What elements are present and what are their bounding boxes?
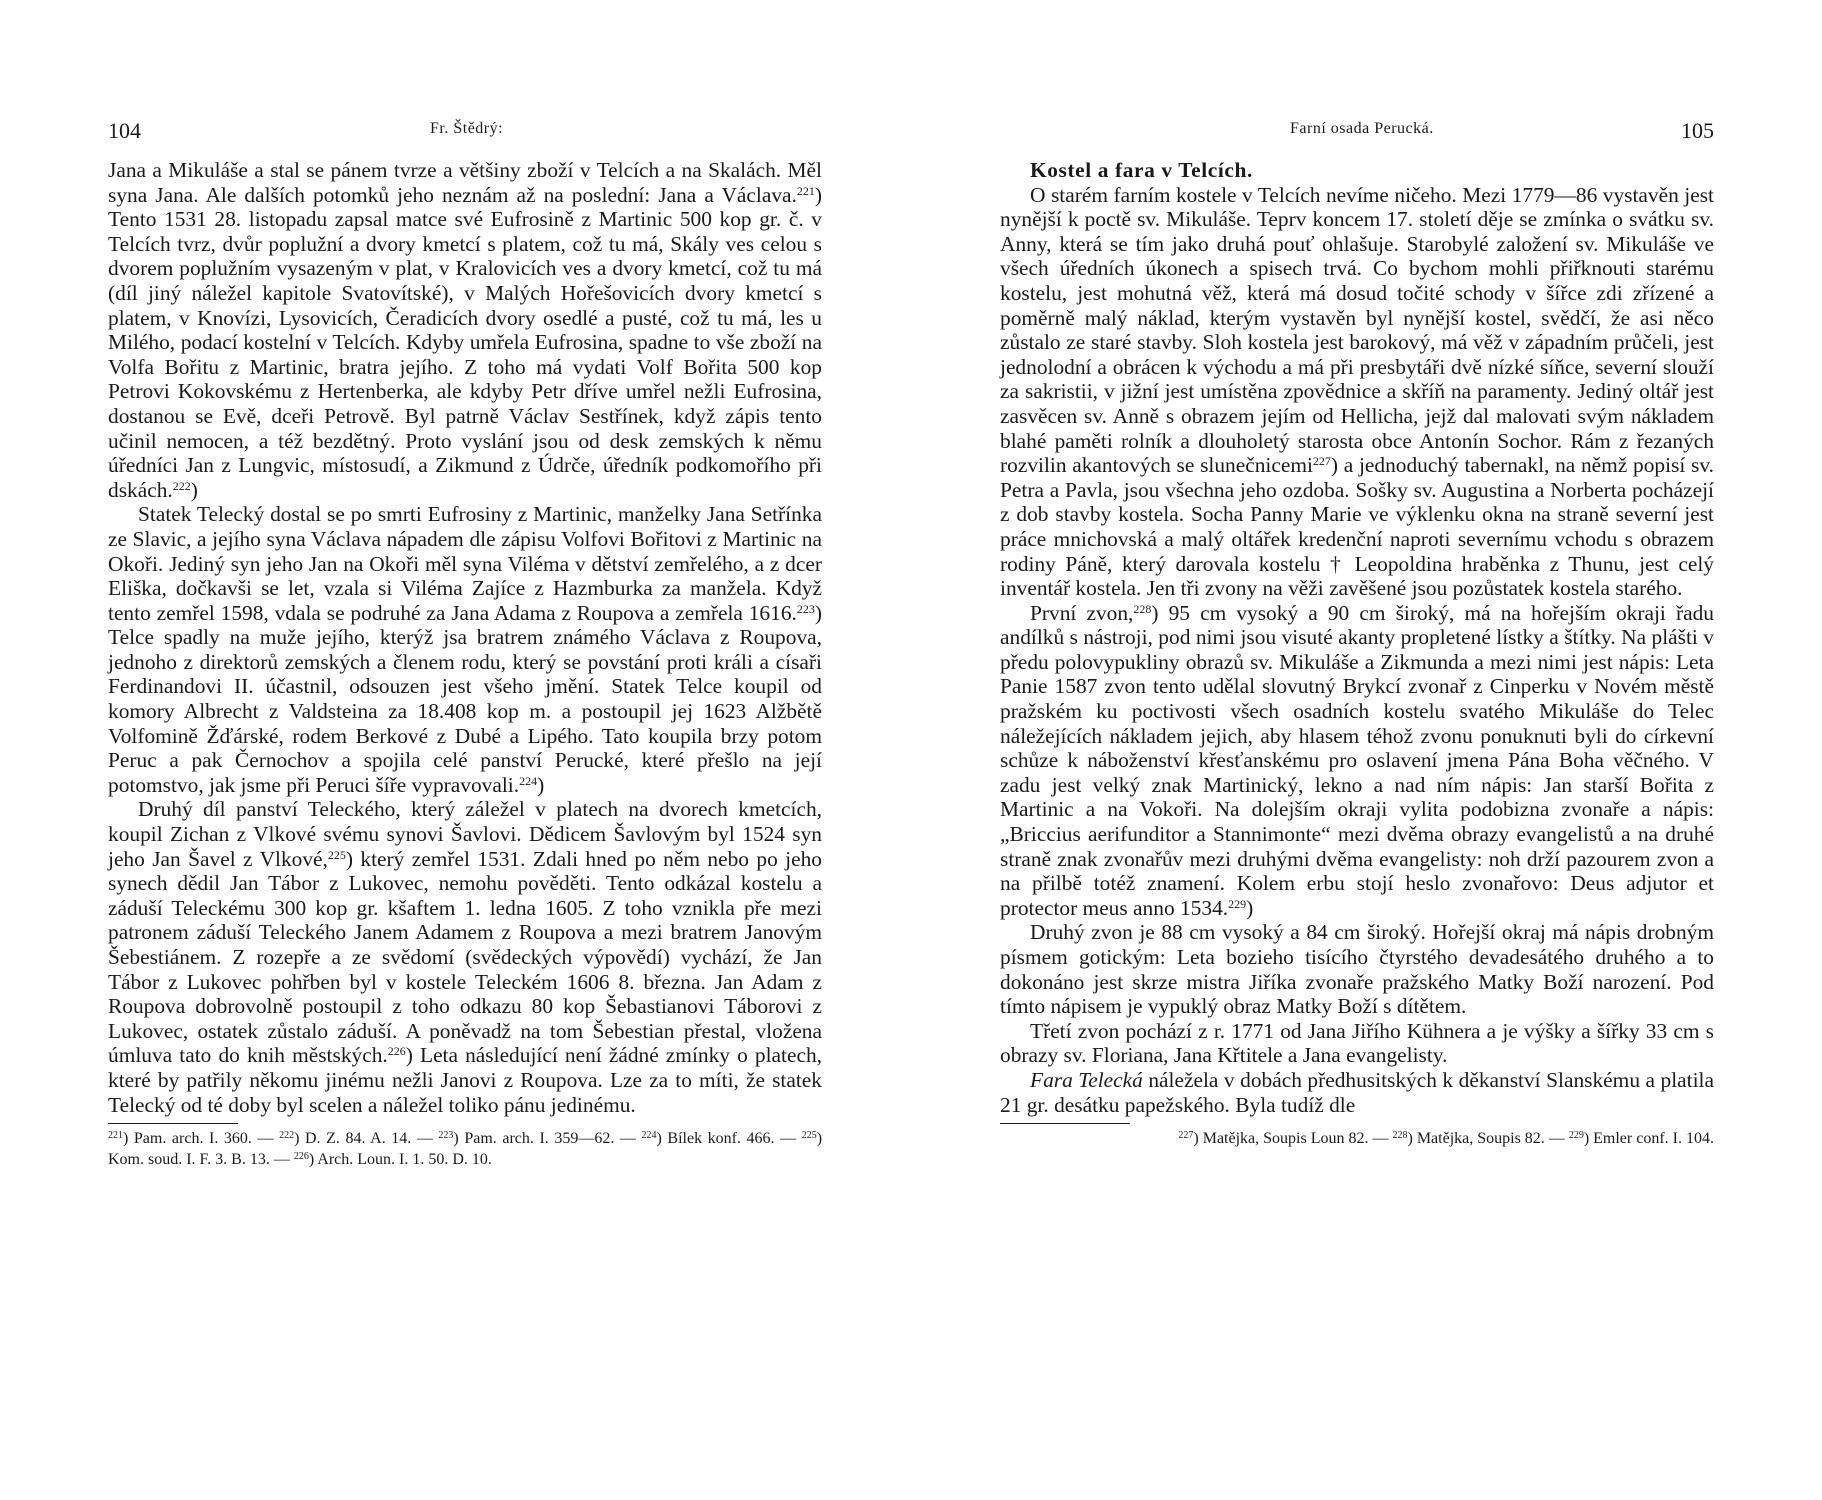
text-run: ) D. Z. 84. A. 14. — — [294, 1130, 439, 1148]
text-run: ) Bílek konf. 466. — — [656, 1130, 802, 1148]
text-run: ) — [537, 772, 545, 797]
text-run: ) — [1246, 895, 1254, 920]
paragraph — [1000, 920, 1714, 1018]
paragraph — [1000, 1068, 1714, 1117]
text-run: ) Telce spadly na muže jejího, kterýž jsa bratrem známého Václava z Roupova, jednoho z direktorů zemských a členem rodu, který se povstání proti králi a císaři Ferdinandovi II. účastnil, odsouzen jest všeho jmění. Statek Telce koupil od komory Albrecht z Valdsteina za 18.408 kop m. a postoupil jej 1623 Alžbětě Volfomině Žďárské, rodem Berkové z Dubé a Lipého. Tato koupila brzy potom Peruc a pak Černochov a spojila celé panství Perucké, které přešlo na její potomstvo, jak jsme při Peruci šíře vypravovali. — [108, 600, 822, 797]
footnote-ref: 228 — [1392, 1130, 1408, 1142]
text-run: První zvon, — [1030, 600, 1134, 625]
text-run: Jana a Mikuláše a stal se pánem tvrze a většiny zboží v Telcích a na Skalách. Měl syna Jana. Ale dalších potomků jeho neznám až na poslední: Jana a Václava. — [108, 158, 822, 207]
text-run: ) Leta následující není žádné zmínky o platech, které by patřily někomu jinému nežli Janovi z Roupova. Lze za to míti, že statek Telecký od té doby byl scelen a náležel toliko pánu jedinému. — [108, 1043, 822, 1117]
left-page — [108, 118, 822, 1170]
right-body-text — [1000, 158, 1714, 1117]
left-running-head — [108, 118, 822, 158]
text-run: ) Pam. arch. I. 360. — — [123, 1130, 280, 1148]
text-run: ) který zemřel 1531. Zdali hned po něm nebo po jeho synech dědil Jan Tábor z Lukovec, nemohu pověděti. Tento odkázal kostelu a záduší Teleckému 300 kop gr. kšaftem 1. ledna 1605. Z toho vznikla pře mezi patronem záduší Teleckého Janem Adamem z Roupova a mezi bratrem Janovým Šebestiánem. Z rozepře a ze svědomí (svědeckých výpovědí) vychází, že Jan Tábor z Lukovec pohřben byl v kostele Teleckém 1606 8. března. Jan Adam z Roupova dobrovolně postoupil z toho odkazu 80 kop Šebastianovi Táborovi z Lukovec, ostatek zůstalo záduší. A poněvadž na tom Šebestian přestal, vložena úmluva tato do knih městských. — [108, 846, 822, 1068]
text-run: ) Emler conf. I. 104. — [1583, 1130, 1714, 1148]
footnote-ref: 221 — [108, 1130, 123, 1142]
right-running-head — [1000, 118, 1714, 158]
left-header-author: Fr. Štědrý: — [430, 120, 504, 137]
page-number-right: 105 — [1681, 118, 1714, 143]
footnote-ref: 227 — [1178, 1130, 1194, 1142]
paragraph — [108, 502, 822, 797]
footnote-ref: 225 — [327, 847, 346, 862]
paragraph — [1000, 183, 1714, 601]
left-footnote-divider — [108, 1123, 238, 1124]
footnote-line — [108, 1128, 822, 1170]
footnote-line — [1000, 1128, 1714, 1149]
text-run: ) — [190, 477, 198, 502]
footnote-ref: 229 — [1228, 896, 1247, 911]
footnote-ref: 223 — [438, 1130, 454, 1142]
right-header-title: Farní osada Perucká. — [1290, 120, 1434, 137]
footnote-ref: 226 — [387, 1044, 406, 1059]
footnote-ref: 222 — [172, 478, 191, 493]
right-page — [1000, 118, 1714, 1149]
paragraph — [1000, 601, 1714, 921]
page-number-left: 104 — [108, 118, 141, 143]
footnote-ref: 226 — [293, 1151, 309, 1163]
footnote-ref: 222 — [279, 1130, 295, 1142]
footnote-ref: 227 — [1312, 454, 1331, 469]
italic-text: Fara Telecká — [1030, 1067, 1143, 1092]
text-run: ) Arch. Loun. I. 1. 50. D. 10. — [308, 1151, 492, 1169]
footnote-ref: 221 — [796, 183, 815, 198]
text-run: Třetí zvon pochází z r. 1771 od Jana Jiřího Kühnera a je výšky a šířky 33 cm s obrazy sv. Floriana, Jana Křtitele a Jana evangelisty. — [1000, 1018, 1714, 1068]
footnote-ref: 223 — [796, 601, 815, 616]
text-run: ) 95 cm vysoký a 90 cm široký, má na hořejším okraji řadu andílků s nástroji, pod nimi jsou visuté akanty propletené lístky a štítky. Na plášti v předu polovypukliny obrazů sv. Mikuláše a Zikmunda a mezi nimi jest nápis: Leta Panie 1587 zvon tento udělal slovutný Brykcí zvonař z Cinperku v Novém městě pražském ku poctivosti všech osadních kostelu svatého Mikuláše do Telec náležejících nákladem jejich, aby hlasem téhož zvonu ponuknuti byli do církevní schůze k náboženství křesťanskému pro oslavení jmena Pána Boha věčného. V zadu jest velký znak Martinický, lekno a nad ním nápis: Jan starší Bořita z Martinic a na Vokoři. Na dolejším okraji vylita podobizna zvonaře a nápis: „Briccius aerifunditor a Stannimonte“ mezi dvěma obrazy evangelistů a na druhé straně znak zvonařův mezi druhými dvěma evangelisty: noh drží pazourem zvon a na přilbě totéž znamení. Kolem erbu stojí heslo zvonařovo: Deus adjutor et protector meus anno 1534. — [1000, 600, 1714, 920]
section-heading: Kostel a fara v Telcích. — [1030, 158, 1253, 182]
text-run: ) Pam. arch. I. 359—62. — — [453, 1130, 642, 1148]
text-run: náležela v dobách předhusitských k děkanství Slanskému a platila 21 gr. desátku papežského. Byla tudíž dle — [1000, 1067, 1714, 1117]
footnote-ref: 225 — [801, 1130, 817, 1142]
text-run: Druhý díl panství Teleckého, který záležel v platech na dvorech kmetcích, koupil Zichan z Vlkové svému synovi Šavlovi. Dědicem Šavlovým byl 1524 syn jeho Jan Šavel z Vlkové, — [108, 797, 822, 871]
text-run: ) Matějka, Soupis Loun 82. — — [1193, 1130, 1393, 1148]
footnote-ref: 229 — [1568, 1130, 1584, 1142]
footnote-ref: 228 — [1133, 601, 1152, 616]
text-run: ) Kom. soud. I. F. 3. B. 13. — — [108, 1130, 823, 1169]
text-run: Statek Telecký dostal se po smrti Eufrosiny z Martinic, manželky Jana Setřínka ze Slavic, a jejího syna Václava nápadem dle zápisu Volfovi Bořitovi z Martinic na Okoři. Jediný syn jeho Jan na Okoři měl syna Viléma v dětství zemřelého, a z dcer Eliška, dočkavši se let, vzala si Viléma Zajíce z Hazmburka za manžela. Když tento zemřel 1598, vdala se podruhé za Jana Adama z Roupova a zemřela 1616. — [108, 502, 822, 625]
left-footnotes — [108, 1128, 822, 1170]
paragraph — [108, 797, 822, 1117]
paragraph — [108, 158, 822, 502]
text-run: ) Matějka, Soupis 82. — — [1407, 1130, 1569, 1148]
right-footnotes — [1000, 1128, 1714, 1149]
footnote-ref: 224 — [519, 773, 538, 788]
right-footnote-divider — [1000, 1123, 1130, 1124]
text-run: ) Tento 1531 28. listopadu zapsal matce své Eufrosině z Martinic 500 kop gr. č. v Telcích tvrz, dvůr poplužní a dvory kmetcí s platem, což tu má, Skály ves celou s dvorem poplužním vysazeným v plat, v Kralovicích ves a dvory kmetcí, což tu má (díl jiný náležel kapitole Svatovítské), v Malých Hořešovicích dvory kmetcí s platem, v Knovízi, Lysovicích, Čeradicích dvory osedlé a pusté, což tu má, les u Milého, podací kostelní v Telcích. Kdyby umřela Eufrosina, spadne to vše zboží na Volfa Bořitu z Martinic, bratra jejího. Z toho má vydati Volf Bořita 500 kop Petrovi Kokovskému z Hertenberka, ale kdyby Petr dříve umřel nežli Eufrosina, dostanou se Evě, dceři Petrově. Byl patrně Václav Sestřínek, když zápis tento učinil nemocen, a též bezdětný. Proto vyslání jsou od desk zemských k němu úředníci Jan z Lungvic, místosudí, a Zikmund z Údrče, úředník podkomořího při dskách. — [108, 182, 822, 502]
text-run: O starém farním kostele v Telcích nevíme ničeho. Mezi 1779—86 vystavěn jest nynější k poctě sv. Mikuláše. Teprv koncem 17. století děje se zmínka o svátku sv. Anny, která se tím jako druhá pouť ohlašuje. Starobylé založení sv. Mikuláše ve všech úředních úkonech a spisech trvá. Co bychom mohli přiřknouti starému kostelu, jest mohutná věž, která má dosud točité schody v šířce zdi zřízené a poměrně malý náklad, kterým vystavěn byl nynější kostel, svědčí, že asi něco zůstalo ze staré stavby. Sloh kostela jest barokový, má věž v západním průčeli, jest jednolodní a obrácen k východu a má při presbytáři dvě nízké síňce, severní slouží za sakristii, v jižní jest umístěna zpovědnice a skříň na paramenty. Jediný oltář jest zasvěcen sv. Anně s obrazem jejím od Hellicha, jejž dal malovati svým nákladem blahé paměti rolník a dlouholetý starosta obce Antonín Sochor. Rám z řezaných rozvilin akantových se slunečnicemi — [1000, 182, 1714, 478]
paragraph — [1000, 1019, 1714, 1068]
text-run: ) a jednoduchý tabernakl, na němž popisí sv. Petra a Pavla, jsou všechna jeho ozdoba. Sošky sv. Augustina a Norberta pocházejí z dob stavby kostela. Socha Panny Marie ve výklenku okna na straně severní jest práce mnichovská a malý oltářek kredenční naproti severnímu vchodu s obrazem rodiny Páně, který darovala kostelu † Leopoldina hraběnka z Thunu, jest celý inventář kostela. Jen tři zvony na věži zavěšené jsou pozůstatek kostela starého. — [1000, 453, 1714, 601]
left-body-text — [108, 158, 822, 1117]
footnote-ref: 224 — [641, 1130, 657, 1142]
text-run: Druhý zvon je 88 cm vysoký a 84 cm široký. Hořejší okraj má nápis drobným písmem gotickým: Leta bozieho tisícího čtyrstého devadesátého druhého a to dokonáno jest skrze mistra Jiříka zvonaře pražského Matky Boží narození. Pod tímto nápisem je vypuklý obraz Matky Boží s dítětem. — [1000, 920, 1714, 1019]
